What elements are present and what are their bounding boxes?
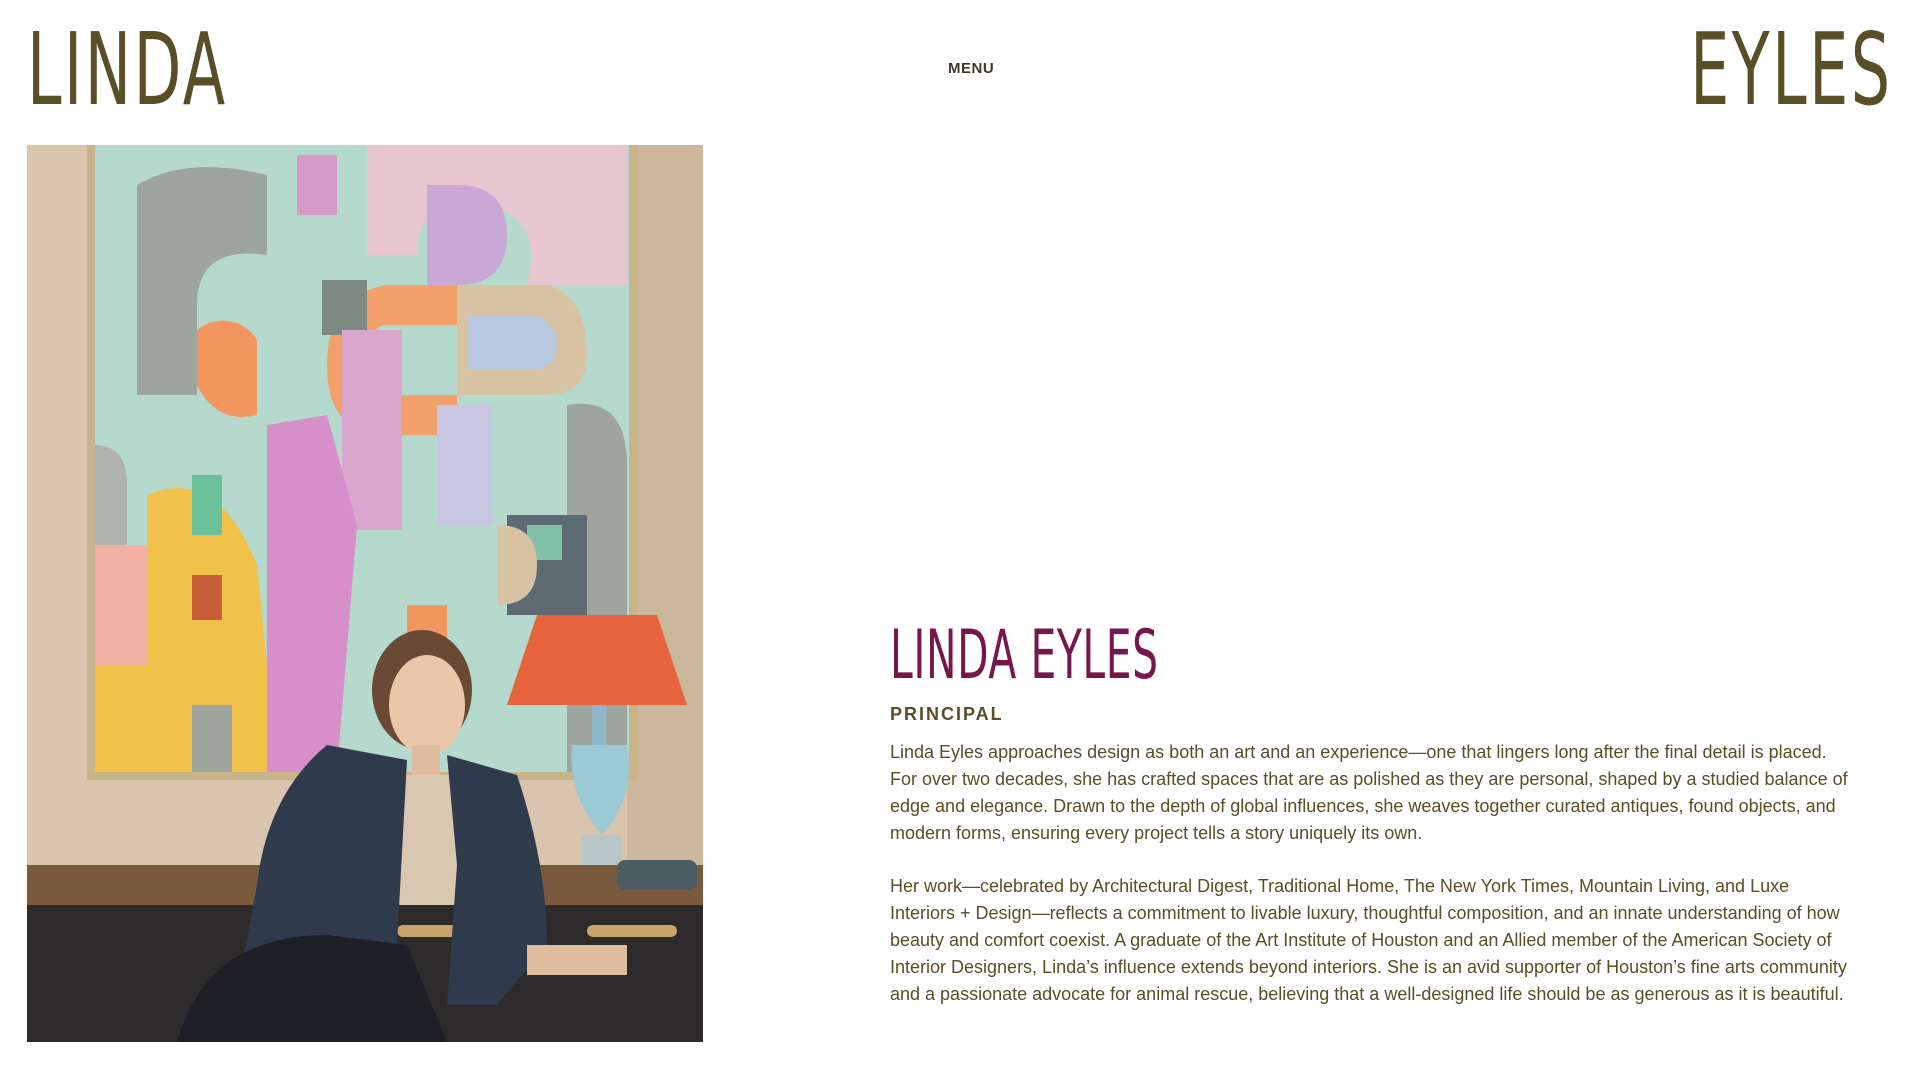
logo-eyles[interactable]: EYLES [1690, 11, 1893, 128]
bio-role-label: PRINCIPAL [890, 704, 1004, 724]
menu-button[interactable]: MENU [942, 56, 1000, 81]
logo-linda[interactable]: LINDA [27, 11, 228, 128]
bio-paragraph-2: Her work—celebrated by Architectural Digest, Traditional Home, The New York Times, Mountain Living, and Luxe Interiors + Design—reflects a commitment to livable luxury, thoughtful composition, and an innate understanding of how beauty and comfort coexist. A graduate of the Art Institute of Houston and an Allied member of the American Society of Interior Designers, Linda’s influence extends beyond interiors. She is an avid supporter of Houston’s fine arts community and a passionate advocate for animal rescue, believing that a well-designed life should be as generous as it is beautiful. [890, 876, 1847, 1004]
bio-name-heading: LINDA EYLES [890, 616, 1159, 695]
portrait-photo [27, 145, 703, 1042]
bio-section [890, 616, 1850, 1008]
bio-paragraph-1: Linda Eyles approaches design as both an art and an experience—one that lingers long after the final detail is placed. For over two decades, she has crafted spaces that are as polished as they are personal, shaped by a studied balance of edge and elegance. Drawn to the depth of global influences, she weaves together curated antiques, found objects, and modern forms, ensuring every project tells a story uniquely its own. [890, 742, 1848, 843]
